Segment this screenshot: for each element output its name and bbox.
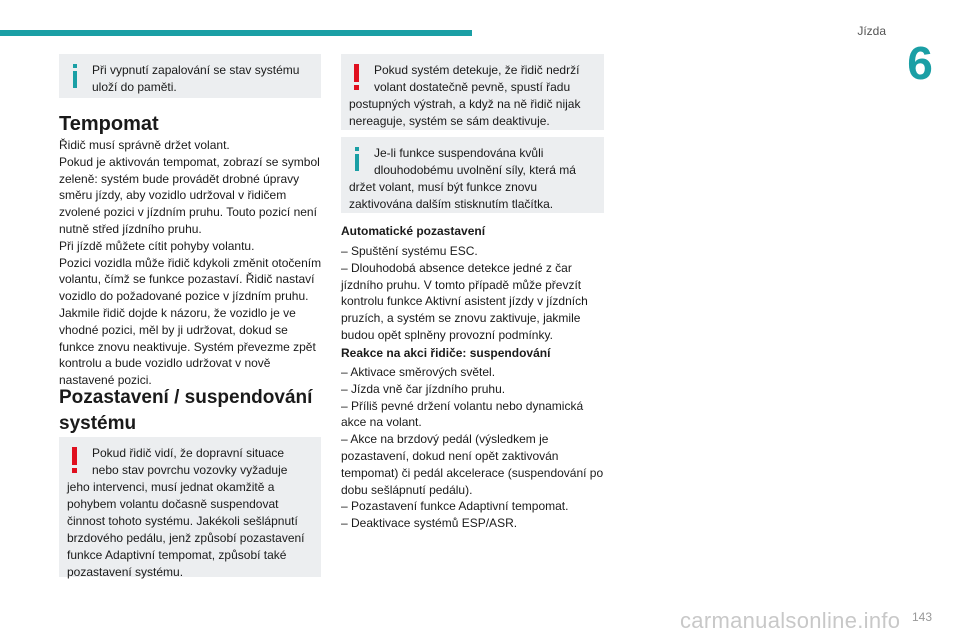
list-item: – Příliš pevné držení volantu nebo dynamická akce na volant. [341, 398, 584, 430]
automatic-pause-list [341, 243, 604, 344]
paragraph: Řidič musí správně držet volant. [59, 138, 230, 152]
warning-box-intervention [59, 437, 321, 577]
paragraph: Při jízdě můžete cítit pohyby volantu. [59, 238, 255, 253]
watermark: carmanualsonline.info [680, 608, 901, 633]
info-box-text: Při vypnutí zapalování se stav systému uloží do paměti. [92, 63, 300, 94]
paragraph: Pozici vozidla může řidič kdykoli změnit otočením volantu, čímž se funkce pozastaví. Řidič nastaví vozidlo do požadované pozice v jízdním pruhu. Jakmile řidič dojde k názoru, že vozidlo je ve vhodné pozici, měl by ji udržovat, dokud se funkce znovu neaktivuje. Systém převezme zpět kontrolu a bude vozidlo udržovat v nově nastavené pozici. [59, 255, 322, 388]
info-icon [349, 145, 371, 177]
heading-driver-reaction: Reakce na akci řidiče: suspendování [341, 346, 551, 360]
list-item: – Spuštění systému ESC. [341, 244, 478, 258]
warning-box-text: Pokud systém detekuje, že řidič nedrží volant dostatečně pevně, spustí řadu postupných výstrah, a když na ně řidič nijak nereaguje, systém se sám deaktivuje. [349, 63, 581, 128]
top-accent-bar [0, 30, 472, 36]
chapter-number: 6 [907, 37, 933, 89]
list-item: – Pozastavení funkce Adaptivní tempomat. [341, 499, 569, 514]
list-item: – Jízda vně čar jízdního pruhu. [341, 381, 506, 396]
heading-suspend: Pozastavení / suspendování systému [59, 387, 313, 434]
info-box-memory [59, 54, 321, 98]
list-item: – Deaktivace systémů ESP/ASR. [341, 516, 518, 531]
info-box-text: Je-li funkce suspendována kvůli dlouhodobému uvolnění síly, která má držet volant, musí být funkce znovu zaktivována dalším stisknutím tlačítka. [349, 146, 576, 211]
info-icon [67, 62, 89, 94]
warning-icon [67, 445, 89, 477]
list-item: – Dlouhodobá absence detekce jedné z čar jízdního pruhu. V tomto případě může převzít kontrolu funkce Aktivní asistent jízdy v jízdních pruzích, a systém se znovu zaktivuje, jakmile budou opět splněny provozní podmínky. [341, 260, 588, 342]
section-title: Jízda [857, 24, 886, 38]
warning-box-grip [341, 54, 604, 130]
list-item: – Akce na brzdový pedál (výsledkem je pozastavení, dokud není opět zaktivován tempomat) či pedál akcelerace (suspendování po dobu sešlápnutí pedálu). [341, 432, 604, 497]
paragraph: Pokud je aktivován tempomat, zobrazí se symbol zeleně: systém bude provádět drobné úpravy směru jízdy, aby vozidlo udržoval v řidičem zvolené pozici v jízdním pruhu. Touto pozicí není nutně střed jízdního pruhu. [59, 154, 320, 236]
heading-tempomat: Tempomat [59, 113, 159, 135]
warning-icon [349, 62, 371, 94]
driver-reaction-list [341, 364, 604, 532]
list-item: – Aktivace směrových světel. [341, 365, 496, 379]
info-box-suspended [341, 137, 604, 213]
tempomat-text [59, 137, 323, 389]
warning-box-text: Pokud řidič vidí, že dopravní situace nebo stav povrchu vozovky vyžaduje jeho intervenci, musí jednat okamžitě a pohybem volantu dočasně suspendovat činnost tohoto systému. Jakékoli sešlápnutí brzdového pedálu, jenž způsobí pozastavení funkce Adaptivní tempomat, způsobí také pozastavení systému. [67, 446, 305, 579]
heading-automatic-pause: Automatické pozastavení [341, 224, 486, 238]
page-number: 143 [911, 610, 932, 624]
